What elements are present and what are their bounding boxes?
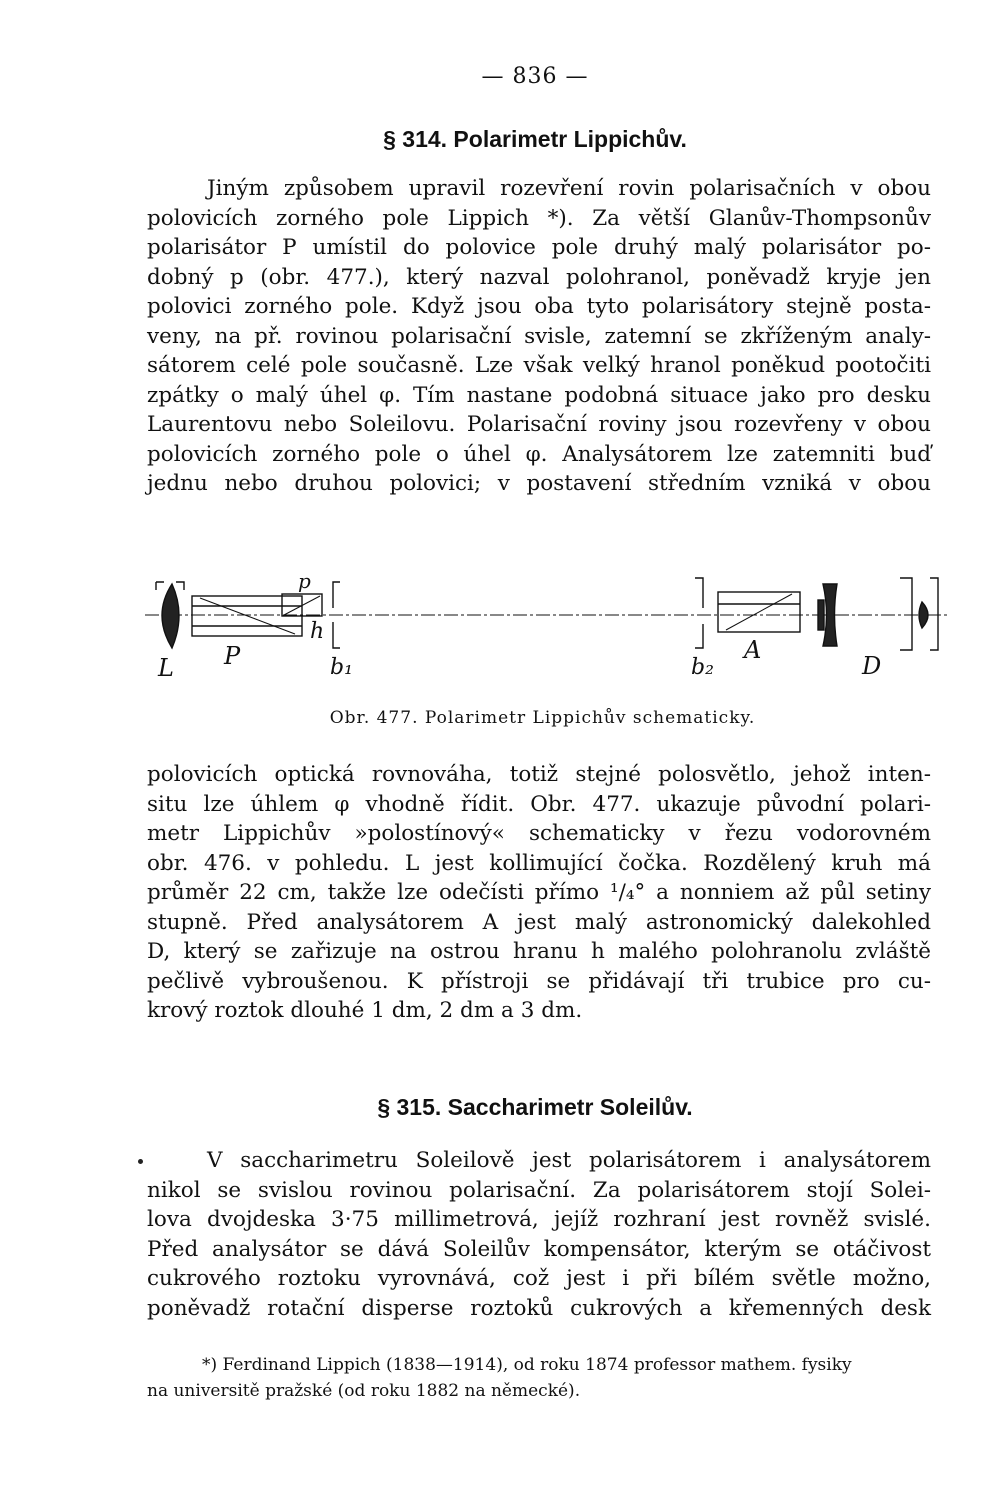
text-line: D, který se zařizuje na ostrou hranu h malého polohranolu zvláště [147,939,931,964]
text-line: V saccharimetru Soleilově jest polarisátorem i analysátorem [207,1148,931,1173]
text-line: nikol se svislou rovinou polarisační. Za polarisátorem stojí Solei- [147,1177,931,1203]
text-line: průměr 22 cm, takže lze odečísti přímo ¹/₄° a nonniem až půl setiny [147,880,931,905]
page-number: — 836 — [481,64,589,89]
text-line: lova dvojdeska 3·75 millimetrová, jejíž rozhraní jest rovněž svislé. [147,1207,931,1232]
text-line: jednu nebo druhou polovici; v postavení středním vzniká v obou [147,471,931,496]
text-line: Před analysátor se dává Soleilův kompensátor, kterým se otáčivost [147,1236,931,1262]
text-line: stupně. Před analysátorem A jest malý astronomický dalekohled [147,909,931,935]
paragraph-314-2 [147,760,931,1026]
text-line: metr Lippichův »polostínový« schematicky v řezu vodorovném [147,821,931,846]
text-line: krový roztok dlouhé 1 dm, 2 dm a 3 dm. [147,998,583,1023]
paragraph-314-1 [147,174,931,499]
footnote-line: na universitě pražské (od roku 1882 na německé). [147,1381,581,1401]
text-line: polarisátor P umístil do polovice pole druhý malý polarisátor po- [147,235,931,260]
lens-l-shape [162,584,179,648]
text-line: zpátky o malý úhel φ. Tím nastane podobná situace jako pro desku [147,382,931,408]
text-line: polovicích zorného pole Lippich *). Za větší Glanův-Thompsonův [147,205,931,231]
text-line: dobný p (obr. 477.), který nazval polohranol, poněvadž kryje jen [147,264,931,290]
margin-dot [138,1159,143,1164]
text-line: pečlivě vybroušenou. K přístroji se přidávají tři trubice pro cu- [147,968,931,994]
text-line: poněvadž rotační disperse roztoků cukrových a křemenných desk [147,1295,931,1321]
paragraph-315-1 [147,1146,931,1323]
text-line: polovicích optická rovnováha, totiž stejné polosvětlo, jehož inten- [147,762,931,787]
label-d: D [862,652,882,680]
label-P: P [224,642,241,670]
text-line: cukrového roztoku vyrovnává, což jest i při bílém světle možno, [147,1266,931,1291]
label-h: h [310,619,325,644]
text-line: sátorem celé pole současně. Lze však velký hranol poněkud pootočiti [147,353,931,378]
text-line: obr. 476. v pohledu. L jest kollimující čočka. Rozdělený kruh má [147,850,931,876]
text-line: polovicích zorného pole o úhel φ. Analysátorem lze zatemniti buď [147,441,931,467]
telescope-eyepiece-shape [919,602,928,628]
section-heading-315: § 315. Saccharimetr Soleilův. [377,1094,693,1120]
figure-caption: Obr. 477. Polarimetr Lippichův schematicky. [329,708,756,728]
label-l: L [158,654,174,682]
text-line: veny, na př. rovinou polarisační svisle, zatemní se zkříženým analy- [147,323,931,349]
label-b2: b₂ [691,655,714,680]
label-b1: b₁ [330,655,353,680]
text-line: Laurentovu nebo Soleilovu. Polarisační roviny jsou rozevřeny v obou [147,412,931,437]
text-line: Jiným způsobem upravil rozevření rovin polarisačních v obou [207,176,931,201]
label-small-p: p [298,569,311,593]
diaphragm-b2-shape [695,578,703,648]
text-line: situ lze úhlem φ vhodně řídit. Obr. 477. ukazuje původní polari- [147,791,931,817]
text-line: polovici zorného pole. Když jsou oba tyto polarisátory stejně posta- [147,294,931,319]
section-heading-314: § 314. Polarimetr Lippichův. [383,126,687,152]
label-a: A [744,636,762,664]
polarimeter-diagram [140,560,960,700]
footnote-line: *) Ferdinand Lippich (1838—1914), od roku 1874 professor mathem. fysiky [202,1355,852,1375]
footnote [147,1352,931,1404]
